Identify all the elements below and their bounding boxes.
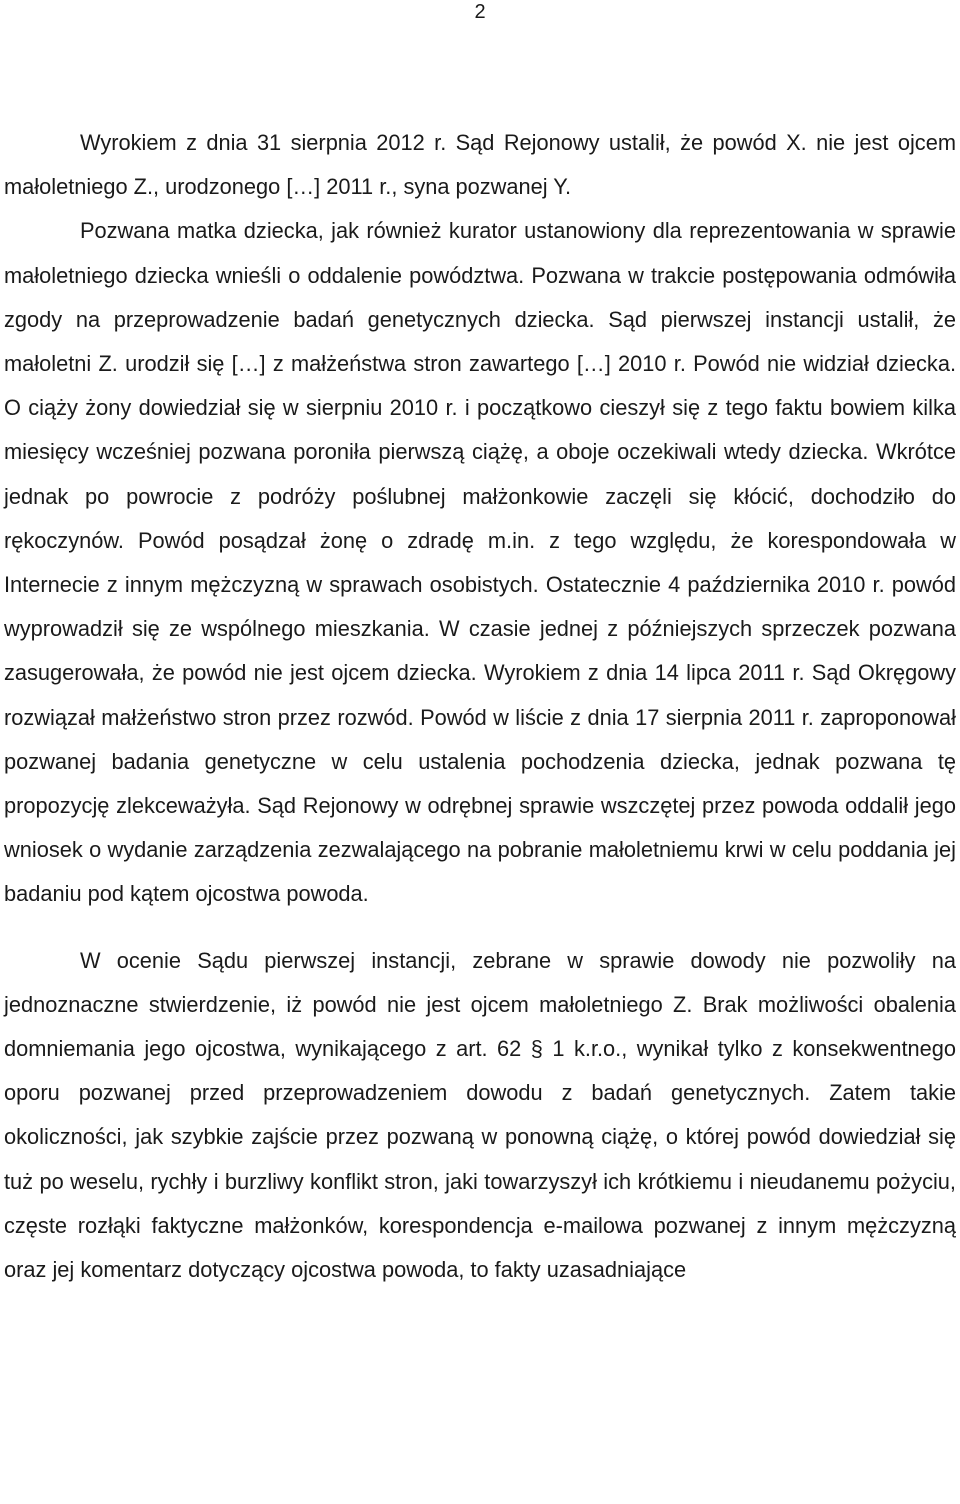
paragraph-3: W ocenie Sądu pierwszej instancji, zebrane w sprawie dowody nie pozwoliły na jednoznaczne stwierdzenie, iż powód nie jest ojcem małoletniego Z. Brak możliwości obalenia domniemania jego ojcostwa, wynikającego z art. 62 § 1 k.r.o., wynikał tylko z konsekwentnego oporu pozwanej przed przeprowadzeniem dowodu z badań genetycznych. Zatem takie okoliczności, jak szybkie zajście przez pozwaną w ponowną ciążę, o której powód dowiedział się tuż po weselu, rychły i burzliwy konflikt stron, jaki towarzyszył ich krótkiemu i nieudanemu pożyciu, częste rozłąki faktyczne małżonków, korespondencja e-mailowa pozwanej z innym mężczyzną oraz jej komentarz dotyczący ojcostwa powoda, to fakty uzasadniające [4, 947, 956, 1283]
document-body [4, 121, 956, 1292]
paragraph-1: Wyrokiem z dnia 31 sierpnia 2012 r. Sąd Rejonowy ustalił, że powód X. nie jest ojcem małoletniego Z., urodzonego […] 2011 r., syna pozwanej Y. [4, 130, 956, 200]
paragraph-2: Pozwana matka dziecka, jak również kurator ustanowiony dla reprezentowania w sprawie małoletniego dziecka wnieśli o oddalenie powództwa. Pozwana w trakcie postępowania odmówiła zgody na przeprowadzenie badań genetycznych dziecka. Sąd pierwszej instancji ustalił, że małoletni Z. urodził się […] z małżeństwa stron zawartego […] 2010 r. Powód nie widział dziecka. O ciąży żony dowiedział się w sierpniu 2010 r. i początkowo cieszył się z tego faktu bowiem kilka miesięcy wcześniej pozwana poroniła pierwszą ciążę, a oboje oczekiwali wtedy dziecka. Wkrótce jednak po powrocie z podróży poślubnej małżonkowie zaczęli się kłócić, dochodziło do rękoczynów. Powód posądzał żonę o zdradę m.in. z tego względu, że korespondowała w Internecie z innym mężczyzną w sprawach osobistych. Ostatecznie 4 października 2010 r. powód wyprowadził się ze wspólnego mieszkania. W czasie jednej z późniejszych sprzeczek pozwana zasugerowała, że powód nie jest ojcem dziecka. Wyrokiem z dnia 14 lipca 2011 r. Sąd Okręgowy rozwiązał małżeństwo stron przez rozwód. Powód w liście z dnia 17 sierpnia 2011 r. zaproponował pozwanej badania genetyczne w celu ustalenia pochodzenia dziecka, jednak pozwana tę propozycję zlekceważyła. Sąd Rejonowy w odrębnej sprawie wszczętej przez powoda oddalił jego wniosek o wydanie zarządzenia zezwalającego na pobranie małoletniemu krwi w celu poddania jej badaniu pod kątem ojcostwa powoda. [4, 218, 956, 907]
page-number: 2 [474, 1, 486, 23]
